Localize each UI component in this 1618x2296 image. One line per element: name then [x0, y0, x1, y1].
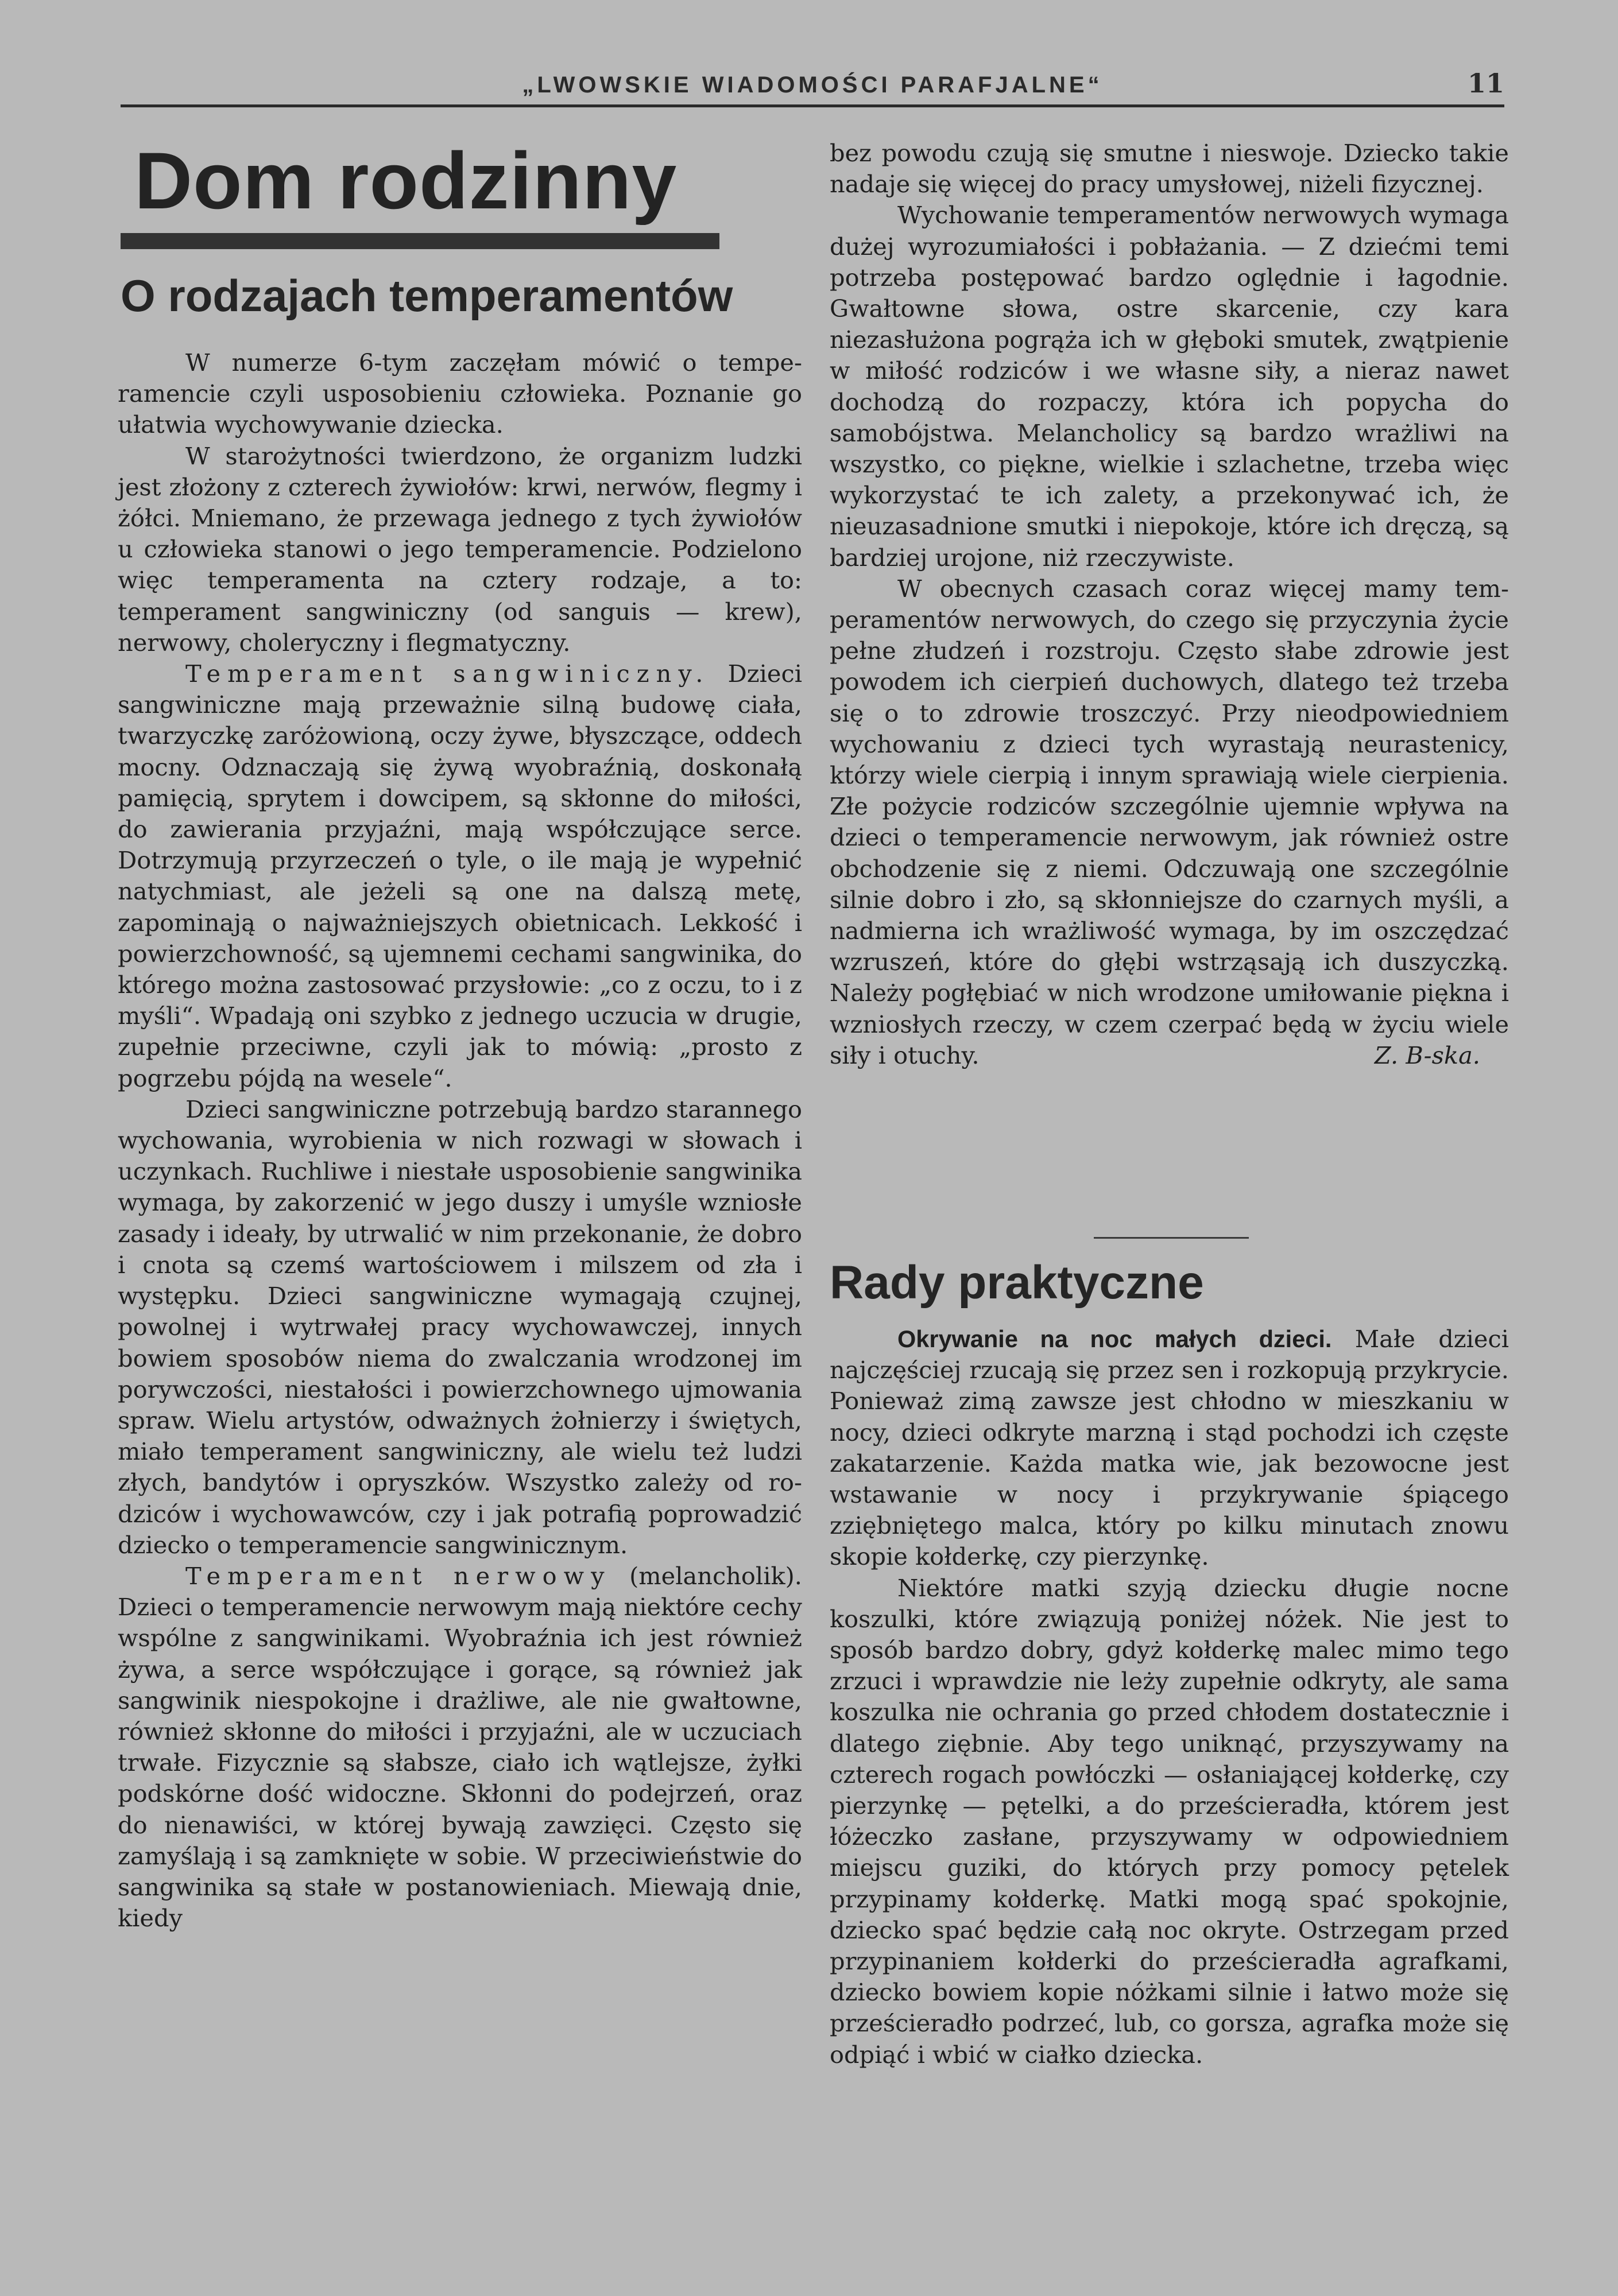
- paragraph-lead: [830, 1324, 1509, 1573]
- title-underline-bar: [121, 233, 719, 249]
- sanguine-heading: Temperament sangwiniczny.: [185, 660, 710, 688]
- paragraph-text: W obecnych czasach coraz więcej mamy temperamentów nerwowych, do czego się przyczynia życie pełne złudzeń i rozstroju. Często słabe zdrowie jest powodem ich cierpień duchowych, dlatego też trzeba się o to zdrowie troszczyć. Przy nieodpowiedniem wychowaniu z dzieci tych wyrastają neurastenicy, którzy wiele cierpią i innym sprawiają wiele cierpienia. Złe pożycie rodziców szczególnie ujemnie wpływa na dzieci o temperamencie nerwowym, jak również ostre obchodzenie się z niemi. Odczuwają one szczególnie silnie dobro i zło, są skłonniejsze do czarnych myśli, a nadmierna ich wrażliwość wymaga, by im oszczędzać wzruszeń, które do głębi wstrząsają ich duszyczką. Należy pogłębiać w nich wrodzone umiłowanie piękna i wzniosłych rzeczy, w czem czerpać będą w życiu wiele siły i otuchy.: [830, 574, 1509, 1069]
- paragraph: Niektóre matki szyją dziecku długie nocne koszulki, które związują poniżej nóżek. Nie jest to sposób bardzo dobry, gdyż kołderkę malec mimo tego zrzuci i wprawdzie nie leży zupełnie odkryty, ale sama koszulka nie ochrania go przed chłodem dostatecznie i dlatego ziębnie. Aby tego uniknąć, przyszywamy na czterech rogach powłóczki — osłaniającej kołderkę, czy pierzynkę — pętelki, a do prześcieradła, którem jest łóżeczko zasłane, przyszywamy w odpowiedniem miejscu guziki, do których przy pomocy pętelek przypinamy kołderkę. Matki mogą spać spokojnie, dziecko spać będzie całą noc okryte. Ostrzegam przed przypinaniem kołderki do prześcieradła agrafkami, dziecko bowiem kopie nóżkami silnie i łatwo może się prześcieradło podrzeć, lub, co gorsza, agrafka może się odpiąć i wbić w ciałko dziecka.: [830, 1573, 1509, 2069]
- left-column: [118, 347, 802, 1934]
- article-subtitle: O rodzajach temperamentów: [121, 270, 733, 321]
- paragraph: W numerze 6-tym zaczęłam mówić o temperamencie czyli usposobieniu człowieka. Poznanie go ułatwia wychowywanie dziecka.: [118, 348, 802, 439]
- paragraph-sanguine: [118, 658, 802, 1094]
- author-signature: Z. B-ska.: [1374, 1041, 1480, 1069]
- lead-heading: Okrywanie na noc małych dzieci.: [897, 1325, 1332, 1352]
- paragraph: Wychowanie temperamentów nerwowych wymaga dużej wyrozumiałości i pobłażania. — Z dziećmi temi potrzeba postępować bardzo oględnie i łagodnie. Gwałtowne słowa, ostre skarcenie, czy kara niezasłużona pogrąża ich w głęboki smutek, zwątpienie w miłość rodziców i we własne siły, a nieraz nawet dochodzą do rozpaczy, która ich popycha do samobójstwa. Melancholicy są bardzo wrażliwi na wszystko, co piękne, wielkie i szlachetne, trzeba więc wykorzystać te ich zalety, a przekonywać ich, że nieuzasadnione smutki i niepokoje, które ich dręczą, są bardziej urojone, niż rzeczywiste.: [830, 201, 1509, 572]
- paragraph: bez powodu czują się smutne i nieswoje. Dziecko takie nadaje się więcej do pracy umysłowej, niżeli fizycznej.: [830, 139, 1509, 199]
- paragraph: Dzieci sangwiniczne potrzebują bardzo starannego wychowania, wyrobienia w nich rozwagi w słowach i uczynkach. Ruchliwe i niestałe usposobienie sangwinika wymaga, by zakorzenić w jego duszy i umyśle wzniosłe zasady i ideały, by utrwalić w nim przekonanie, że dobro i cnota są czemś wartościowem i milszem od zła i występku. Dzieci sangwiniczne wymagają czujnej, powolnej i wytrwałej pracy wychowawczej, innych bowiem sposobów niema do zwalczania wrodzonej im porywczości, niestałości i powierzchownego ujmowania spraw. Wielu artystów, odważnych żołnierzy i świętych, miało temperament sangwiniczny, ale wielu też ludzi złych, bandytów i opryszków. Wszystko zależy od rodziców i wychowawców, czy i jak potrafią poprowadzić dziecko o temperamencie sangwinicznym.: [118, 1095, 802, 1559]
- paragraph: W starożytności twierdzono, że organizm ludzki jest złożony z czterech żywiołów: krwi, nerwów, flegmy i żółci. Mniemano, że przewaga jednego z tych żywiołów u człowieka stanowi o jego temperamencie. Podzielono więc temperamenta na cztery rodzaje, a to: temperament sangwiniczny (od sanguis — krew), nerwowy, choleryczny i flegmatyczny.: [118, 441, 802, 657]
- section-title-rady-praktyczne: Rady praktyczne: [830, 1256, 1204, 1309]
- nervous-text: (melancholik). Dzieci o temperamencie nerwowym mają niektóre cechy wspólne z sangwinikami. Wyobraźnia ich jest również żywa, a serce współczujące i gorące, są również jak sangwinik niespokojne i drażliwe, ale nie gwałtowne, również skłonne do miłości i przyjaźni, ale w uczuciach trwałe. Fizycznie są słabsze, ciało ich wątlejsze, żyłki podskórne dość widoczne. Skłonni do podejrzeń, oraz do nienawiści, w której bywają zawzięci. Często się zamyślają i są zamknięte w sobie. W przeciwieństwie do sangwinika są stałe w postanowieniach. Miewają dnie, kiedy: [118, 1561, 802, 1933]
- right-column-advice: [830, 1324, 1509, 2070]
- article-title-block: [121, 135, 810, 321]
- sanguine-text: Dzieci sangwiniczne mają przeważnie silną budowę ciała, twarzyczkę zaróżowioną, oczy żywe, błyszczące, oddech mocny. Odznaczają się żywą wyobraźnią, doskonałą pamięcią, sprytem i dowcipem, są skłonne do miłości, do zawierania przyjaźni, mają współczujące serce. Dotrzymują przyrzeczeń o tyle, o ile mają je wypełnić natychmiast, ale jeżeli są one na dalszą metę, zapominają o najważniejszych obietnicach. Lekkość i powierzchowność, są ujemnemi cechami sangwinika, do którego można zastosować przysłowie: „co z oczu, to i z myśli“. Wpadają oni szybko z jednego uczucia w drugie, zupełnie przeciwne, czyli jak to mówią: „prosto z pogrzebu pójdą na wesele“.: [118, 660, 802, 1092]
- paragraph-nervous: [118, 1561, 802, 1934]
- page-number: 11: [1467, 68, 1504, 99]
- section-title-dom-rodzinny: Dom rodzinny: [134, 135, 678, 226]
- section-divider: [1094, 1237, 1249, 1239]
- right-column: [830, 138, 1509, 1071]
- paragraph-text: Małe dzieci najczęściej rzucają się przez sen i rozkopują przykrycie. Ponieważ zimą zawsze jest chłodno w mieszkaniu w nocy, dzieci odkryte marzną i stąd pochodzi ich częste zakatarzenie. Każda matka wie, jak bezowocne jest wstawanie w nocy i przykrywanie śpiącego zziębniętego malca, który po kilku minutach znowu skopie kołderkę, czy pierzynkę.: [830, 1325, 1509, 1571]
- paragraph: [830, 573, 1509, 1071]
- running-title: „LWOWSKIE WIADOMOŚCI PARAFJALNE“: [522, 72, 1103, 98]
- page-header: [121, 68, 1504, 107]
- nervous-heading: Temperament nerwowy: [185, 1561, 611, 1590]
